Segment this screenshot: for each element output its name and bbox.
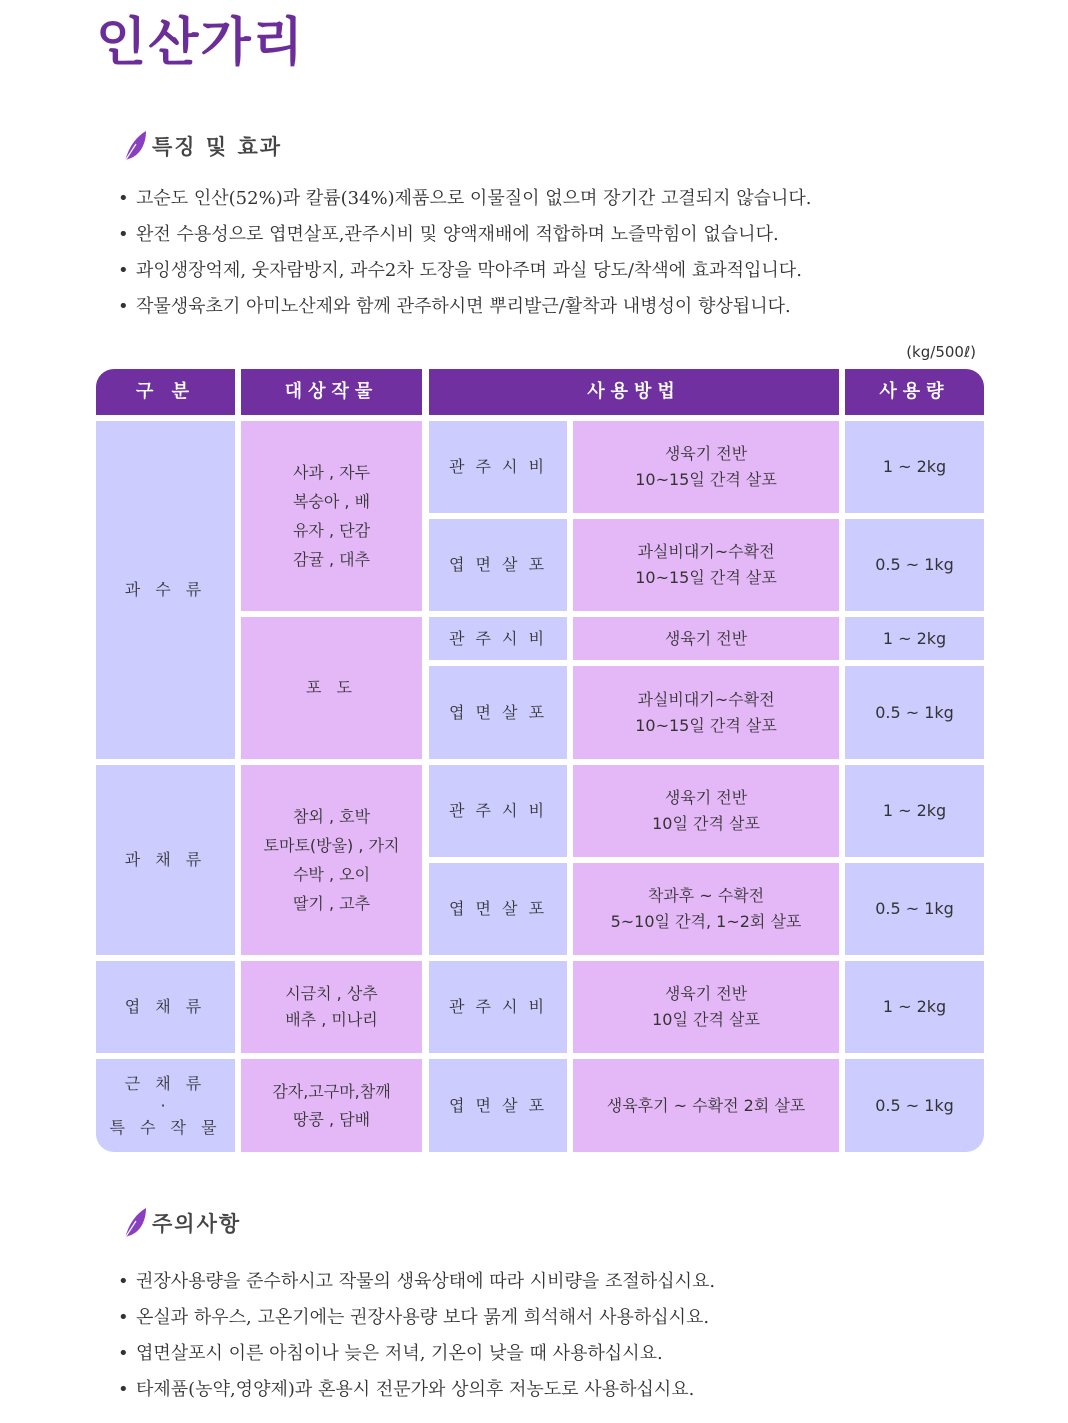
crops-fruit-vegetables: 참외 , 호박 토마토(방울) , 가지 수박 , 오이 딸기 , 고추 (241, 765, 422, 955)
amount-cell: 1 ~ 2kg (845, 961, 984, 1053)
features-heading (122, 130, 282, 162)
method-foliar: 엽 면 살 포 (429, 666, 567, 759)
cautions-list (118, 1264, 715, 1408)
timing-cell: 생육기 전반 (573, 617, 839, 660)
timing-cell: 생육후기 ~ 수확전 2회 살포 (573, 1059, 839, 1152)
list-item: • 고순도 인산(52%)과 칼륨(34%)제품으로 이물질이 없으며 장기간 고결되지 않습니다. (118, 188, 812, 209)
amount-cell: 0.5 ~ 1kg (845, 666, 984, 759)
timing-cell: 생육기 전반 10일 간격 살포 (573, 765, 839, 857)
cautions-heading-text: 주의사항 (152, 1212, 242, 1236)
timing-cell: 착과후 ~ 수확전 5~10일 간격, 1~2회 살포 (573, 863, 839, 955)
list-item: • 작물생육초기 아미노산제와 함께 관주하시면 뿌리발근/활착과 내병성이 향상됩니다. (118, 296, 791, 317)
crops-root-special: 감자,고구마,참깨 땅콩 , 담배 (241, 1059, 422, 1152)
list-item: • 완전 수용성으로 엽면살포,관주시비 및 양액재배에 적합하며 노즐막힘이 없습니다. (118, 224, 779, 245)
category-fruit-vegetables: 과 채 류 (96, 765, 235, 955)
list-item: • 엽면살포시 이른 아침이나 늦은 저녁, 기온이 낮을 때 사용하십시요. (118, 1343, 663, 1364)
timing-cell: 과실비대기~수확전 10~15일 간격 살포 (573, 666, 839, 759)
leaf-icon (122, 130, 148, 162)
crops-leaf-vegetables: 시금치 , 상추 배추 , 미나리 (241, 961, 422, 1053)
method-irrigation: 관 주 시 비 (429, 765, 567, 857)
list-item: • 과잉생장억제, 웃자람방지, 과수2차 도장을 막아주며 과실 당도/착색에 효과적입니다. (118, 260, 802, 281)
amount-cell: 1 ~ 2kg (845, 617, 984, 660)
crops-grape: 포 도 (241, 617, 422, 759)
header-crops: 대상작물 (241, 369, 422, 415)
method-irrigation: 관 주 시 비 (429, 961, 567, 1053)
header-amount: 사용량 (845, 369, 984, 415)
list-item: • 권장사용량을 준수하시고 작물의 생육상태에 따라 시비량을 조절하십시요. (118, 1271, 716, 1292)
amount-cell: 1 ~ 2kg (845, 765, 984, 857)
category-fruit-trees: 과 수 류 (96, 421, 235, 759)
timing-cell: 생육기 전반 10~15일 간격 살포 (573, 421, 839, 513)
unit-label: (kg/500ℓ) (906, 343, 976, 361)
amount-cell: 0.5 ~ 1kg (845, 863, 984, 955)
method-irrigation: 관 주 시 비 (429, 617, 567, 660)
crops-fruit-trees: 사과 , 자두 복숭아 , 배 유자 , 단감 감귤 , 대추 (241, 421, 422, 611)
method-foliar: 엽 면 살 포 (429, 1059, 567, 1152)
timing-cell: 과실비대기~수확전 10~15일 간격 살포 (573, 519, 839, 611)
cautions-heading (122, 1207, 241, 1239)
category-root-special: 근 채 류 · 특 수 작 물 (96, 1059, 235, 1152)
amount-cell: 0.5 ~ 1kg (845, 1059, 984, 1152)
leaf-icon (122, 1207, 148, 1239)
amount-cell: 1 ~ 2kg (845, 421, 984, 513)
list-item: • 타제품(농약,영양제)과 혼용시 전문가와 상의후 저농도로 사용하십시요. (118, 1379, 695, 1400)
method-irrigation: 관 주 시 비 (429, 421, 567, 513)
category-leaf-vegetables: 엽 채 류 (96, 961, 235, 1053)
features-heading-text: 특징 및 효과 (152, 135, 283, 159)
amount-cell: 0.5 ~ 1kg (845, 519, 984, 611)
header-method: 사용방법 (429, 369, 839, 415)
features-list (118, 181, 812, 325)
method-foliar: 엽 면 살 포 (429, 863, 567, 955)
product-title: 인산가리 (96, 13, 305, 73)
timing-cell: 생육기 전반 10일 간격 살포 (573, 961, 839, 1053)
method-foliar: 엽 면 살 포 (429, 519, 567, 611)
list-item: • 온실과 하우스, 고온기에는 권장사용량 보다 묽게 희석해서 사용하십시요. (118, 1307, 710, 1328)
header-category: 구 분 (96, 369, 235, 415)
usage-table (96, 369, 984, 1152)
